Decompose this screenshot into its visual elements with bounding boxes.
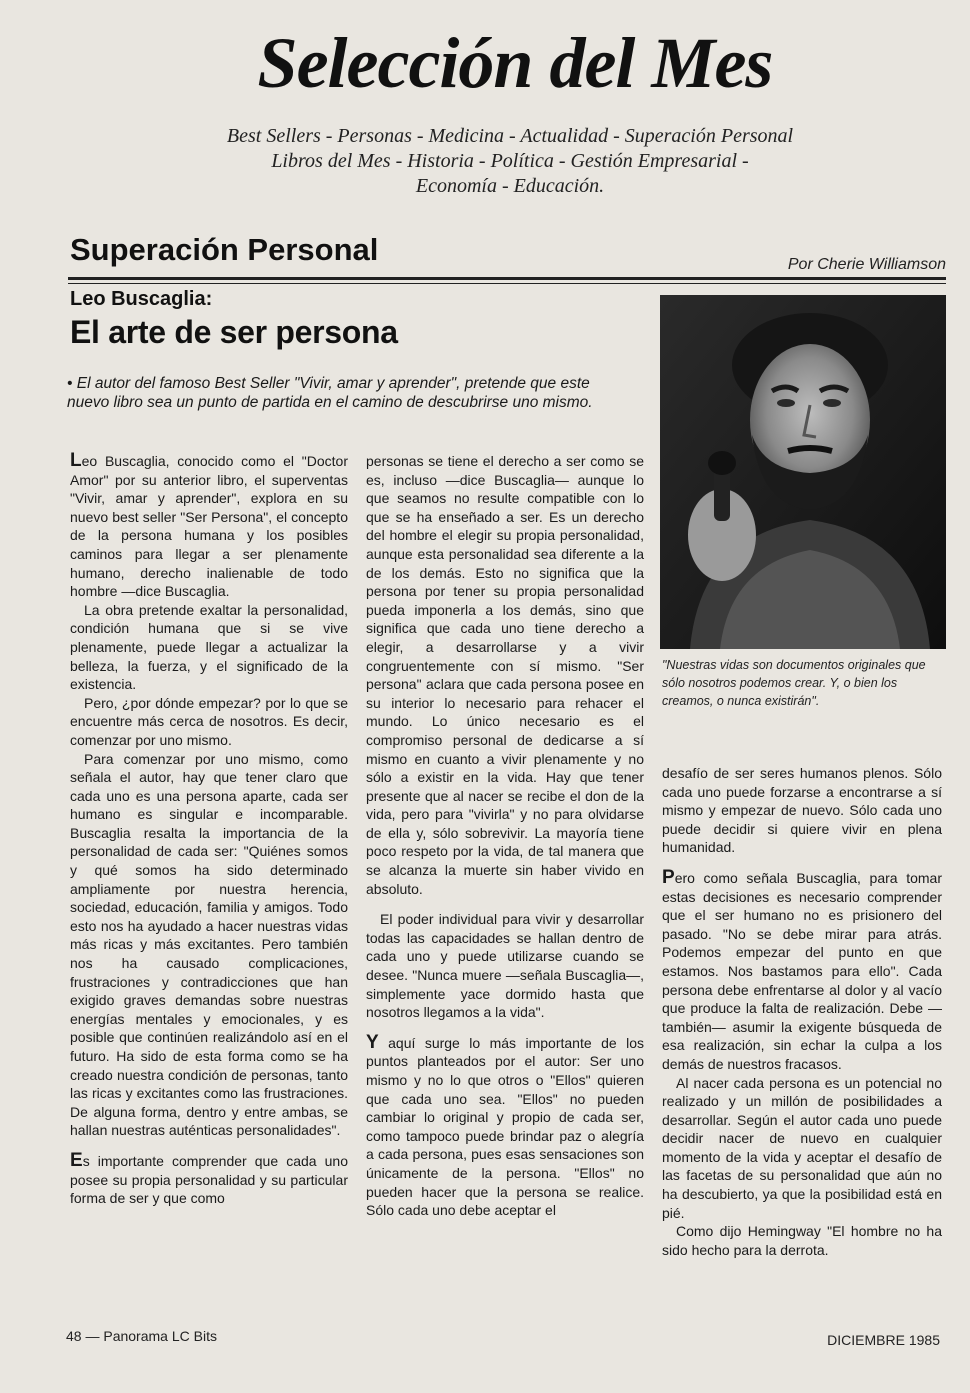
issue-date: DICIEMBRE 1985 <box>827 1332 940 1348</box>
article-column-1 <box>70 452 348 1208</box>
category-line: Libros del Mes - Historia - Política - Gestión Empresarial - <box>271 150 749 172</box>
section-title: Superación Personal <box>70 232 379 267</box>
paragraph <box>662 866 942 1074</box>
portrait-photo-illustration <box>660 295 946 649</box>
paragraph-text: eo Buscaglia, conocido como el "Doctor Amor" por su anterior libro, el superventas "Vivir, amar y aprender", explora en su nuevo best seller "Ser Persona", el concepto de la persona humana y los posibles caminos para llegar a ser plenamente humano, derecho inalienable de todo hombre —dice Buscaglia. <box>70 453 348 600</box>
photo-caption: "Nuestras vidas son documentos originales que sólo nosotros podemos crear. Y, o bien los creamos, o nunca existirán". <box>662 658 926 708</box>
paragraph: Al nacer cada persona es un potencial no realizado y un millón de posibilidades a desarrollar. Según el autor cada uno puede decidir nacer de nuevo en cualquier momento de la vida y aceptar el desafío de las facetas de su personalidad que aún no ha descubierto, ya que la posibilidad está en pié. <box>662 1074 942 1221</box>
drop-cap: P <box>662 866 675 888</box>
section-rule <box>68 277 946 280</box>
paragraph: Pero, ¿por dónde empezar? por lo que se encuentre más cerca de nosotros. Es decir, comenzar por uno mismo. <box>70 694 348 748</box>
paragraph <box>70 452 348 601</box>
category-line: Economía - Educación. <box>415 175 605 197</box>
masthead-title: Selección del Mes <box>257 23 773 103</box>
paragraph: personas se tiene el derecho a ser como se es, incluso —dice Buscaglia— aunque lo que seamos no resulte compatible con lo que se ha enseñado a ser. Es un derecho del hombre el elegir su propia personalidad, aunque esta personalidad sea diferente a la de los demás. Esto no significa que la persona por tener su propia personalidad pueda imponerla a los demás, sino que significa que cada uno tiene derecho a elegir, a desarrollarse y a vivir congruentemente con sí mismo. "Ser persona" aclara que cada persona posee en su interior lo necesario para rehacer el mundo. Lo único necesario es el compromiso personal de dedicarse a sí mismo en cuanto a vivir plenamente y no sólo a existir en la vida. Hay que tener presente que al nacer se recibe el don de la vida, pero para "vivirla" y no para olvidarse de ella y, sólo sobrevivir. La mayoría tiene poco respeto por la vida, de tal manera que se alcanza la muerte sin haber vivido en absoluto. <box>366 453 644 897</box>
article-kicker: Leo Buscaglia: <box>70 288 213 310</box>
paragraph: Como dijo Hemingway "El hombre no ha sido hecho para la derrota. <box>662 1223 942 1258</box>
article-deck: • El autor del famoso Best Seller "Vivir, amar y aprender", pretende que este nuevo libro sea un punto de partida en el camino de descubrirse uno mismo. <box>67 375 593 411</box>
paragraph <box>70 1149 348 1208</box>
author-photo <box>660 295 946 649</box>
page-folio: 48 — Panorama LC Bits <box>66 1328 217 1344</box>
category-list <box>60 124 960 199</box>
paragraph: El poder individual para vivir y desarrollar todas las capacidades se hallan dentro de cada uno y puede utilizarse cuando se desee. "Nunca muere —señala Buscaglia—, simplemente yace dormido hasta que nosotros llegamos a la vida". <box>366 911 644 1021</box>
paragraph: desafío de ser seres humanos plenos. Sólo cada uno puede forzarse a encontrarse a sí mismo y empezar de nuevo. Sólo cada uno puede decidir si quiere vivir en plena humanidad. <box>662 765 942 856</box>
paragraph-text: aquí surge lo más importante de los puntos planteados por el autor: Ser uno mismo y no lo que otros o "Ellos" quieren que cada uno sea. "Ellos" no pueden cambiar lo original y propio de cada ser, como tampoco puede brindar paz o alegría a cada persona, pues esas sensaciones son únicamente de la persona. "Ellos" no pueden hacer que la persona se realice. Sólo cada uno debe aceptar el <box>366 1034 644 1219</box>
paragraph-text: s importante comprender que cada uno posee su propia personalidad y su particular forma de ser y que como <box>70 1152 348 1207</box>
byline: Por Cherie Williamson <box>787 256 946 273</box>
paragraph <box>366 1031 644 1220</box>
article-column-3 <box>662 764 942 1259</box>
section-rule-thin <box>68 283 946 284</box>
drop-cap: E <box>70 1149 83 1171</box>
paragraph: La obra pretende exaltar la personalidad, condición humana que si se vive plenamente, puede llegar a actualizar la belleza, la fuerza, y el significado de la existencia. <box>70 601 348 693</box>
category-line: Best Sellers - Personas - Medicina - Actualidad - Superación Personal <box>226 125 794 147</box>
article-headline: El arte de ser persona <box>70 314 398 350</box>
paragraph-text: ero como señala Buscaglia, para tomar estas decisiones es necesario comprender que el ser humano no es prisionero del pasado. "No se debe mirar para atrás. Podemos empezar del punto en que estamos. Nos bastamos para ello". Cada persona debe enfrentarse al dolor y al vacío que produce la falta de realización. Debe —también— asumir la exigente búsqueda de esa realización, sin echar la culpa a los demás de nuestros fracasos. <box>662 869 942 1072</box>
drop-cap: L <box>70 450 82 471</box>
paragraph: Para comenzar por uno mismo, como señala el autor, hay que tener claro que cada uno es una persona aparte, cada ser humano es singular e incomparable. Buscaglia resalta la importancia de la personalidad de cada ser: "Quiénes somos y qué somos ha sido determinado ampliamente por nuestra herencia, sociedad, educación, familia y amigos. Todo esto nos ha ayudado a hacer nuestras vidas más ricas y más excitantes. Pero también nos ha causado complicaciones, frustraciones y contradicciones que han exigido graves demandas sobre nuestras energías mentales y emocionales, y es posible que continúen realizándolo así en el futuro. Ha sido de esta forma como se ha creado nuestra condición de personas, tanto las ricas y excitantes como las frustraciones. De alguna forma, dentro y entre ambas, se hallan nuestras auténticas personalidades". <box>70 750 348 1139</box>
article-column-2 <box>366 452 644 1220</box>
drop-cap: Y <box>366 1031 379 1053</box>
